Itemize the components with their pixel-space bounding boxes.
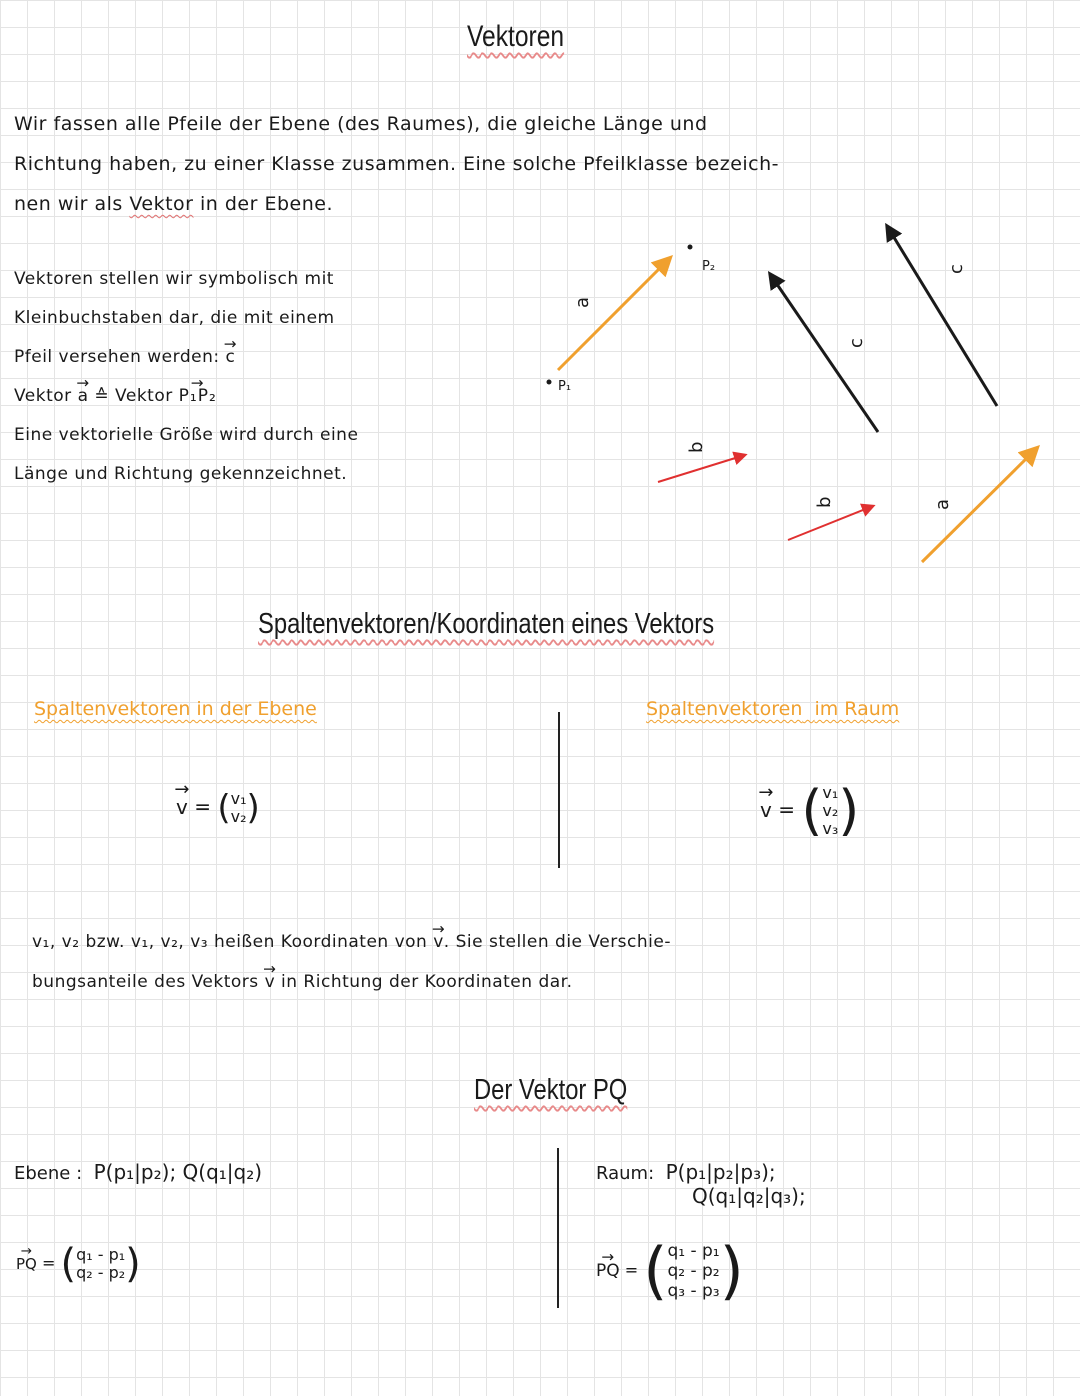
intro-line-2: Richtung haben, zu einer Klasse zusammen. Eine solche Pfeilklasse bezeich- — [14, 153, 780, 175]
intro-line-1: Wir fassen alle Pfeile der Ebene (des Raumes), die gleiche Länge und — [14, 113, 708, 135]
notation-line-1: Vektoren stellen wir symbolisch mit — [14, 269, 334, 289]
label-a-1: a — [572, 296, 593, 308]
arrow-c-1 — [770, 274, 878, 432]
notation-line-4: Vektor → a ≙ Vektor → P₁P₂ — [14, 377, 358, 416]
column-vectors-space-heading: Spaltenvektoren im Raum — [646, 698, 900, 720]
intro-paragraph — [14, 104, 779, 224]
vector-p1p2-symbol: → P₁P₂ — [179, 377, 217, 416]
label-p1: P₁ — [558, 379, 572, 394]
arrow-c-2 — [887, 226, 997, 406]
page-title: Vektoren — [467, 20, 565, 53]
vector-c-symbol: → c — [226, 338, 236, 377]
label-a-2: a — [932, 498, 953, 510]
arrow-b-1 — [658, 455, 745, 482]
space-points: Raum: P(p₁|p₂|p₃); Q(q₁|q₂|q₃); — [596, 1160, 806, 1208]
label-c-2: c — [946, 264, 967, 274]
label-b-2: b — [814, 496, 835, 508]
section2-divider — [558, 712, 560, 868]
pq-vector-3d: → PQ = ( q₁ - p₁ q₂ - p₂ q₃ - p₃ ) — [596, 1240, 744, 1302]
plane-points: Ebene : P(p₁|p₂); Q(q₁|q₂) — [14, 1160, 263, 1184]
notation-line-6: Länge und Richtung gekennzeichnet. — [14, 464, 348, 484]
section3-divider — [557, 1148, 559, 1308]
intro-highlight-vektor: Vektor — [129, 193, 194, 215]
coordinates-description — [32, 922, 671, 1002]
coordinates-line-1: v₁, v₂ bzw. v₁, v₂, v₃ heißen Koordinaten von → v. Sie stellen die Verschie- — [32, 922, 671, 962]
pq-vector-2d: → PQ = ( q₁ - p₁ q₂ - p₂ ) — [16, 1244, 141, 1284]
notation-line-2: Kleinbuchstaben dar, die mit einem — [14, 308, 335, 328]
intro-line-3: nen wir als Vektor in der Ebene. — [14, 193, 334, 215]
point-p2-dot — [688, 245, 693, 250]
notation-paragraph — [14, 260, 358, 494]
label-c-1: c — [846, 338, 867, 348]
label-p2: P₂ — [702, 259, 716, 274]
vector-arrows-diagram — [530, 210, 1070, 580]
coordinates-line-2: bungsanteile des Vektors → v in Richtung der Koordinaten dar. — [32, 962, 671, 1002]
vector-a-symbol: → a — [78, 377, 89, 416]
column-vector-2d: → v = ( v₁ v₂ ) — [176, 790, 260, 826]
column-vector-3d: → v = ( v₁ v₂ v₃ ) — [760, 784, 859, 838]
arrow-a-p1p2 — [558, 258, 670, 370]
label-b-1: b — [686, 441, 707, 453]
notation-line-5: Eine vektorielle Größe wird durch eine — [14, 425, 359, 445]
column-vectors-plane-heading: Spaltenvektoren in der Ebene — [34, 698, 317, 720]
section2-title: Spaltenvektoren/Koordinaten eines Vektors — [258, 608, 715, 640]
arrow-b-2 — [788, 506, 873, 540]
point-p1-dot — [547, 380, 552, 385]
section3-title: Der Vektor PQ — [474, 1074, 628, 1106]
notation-line-3: Pfeil versehen werden: → c — [14, 338, 358, 377]
